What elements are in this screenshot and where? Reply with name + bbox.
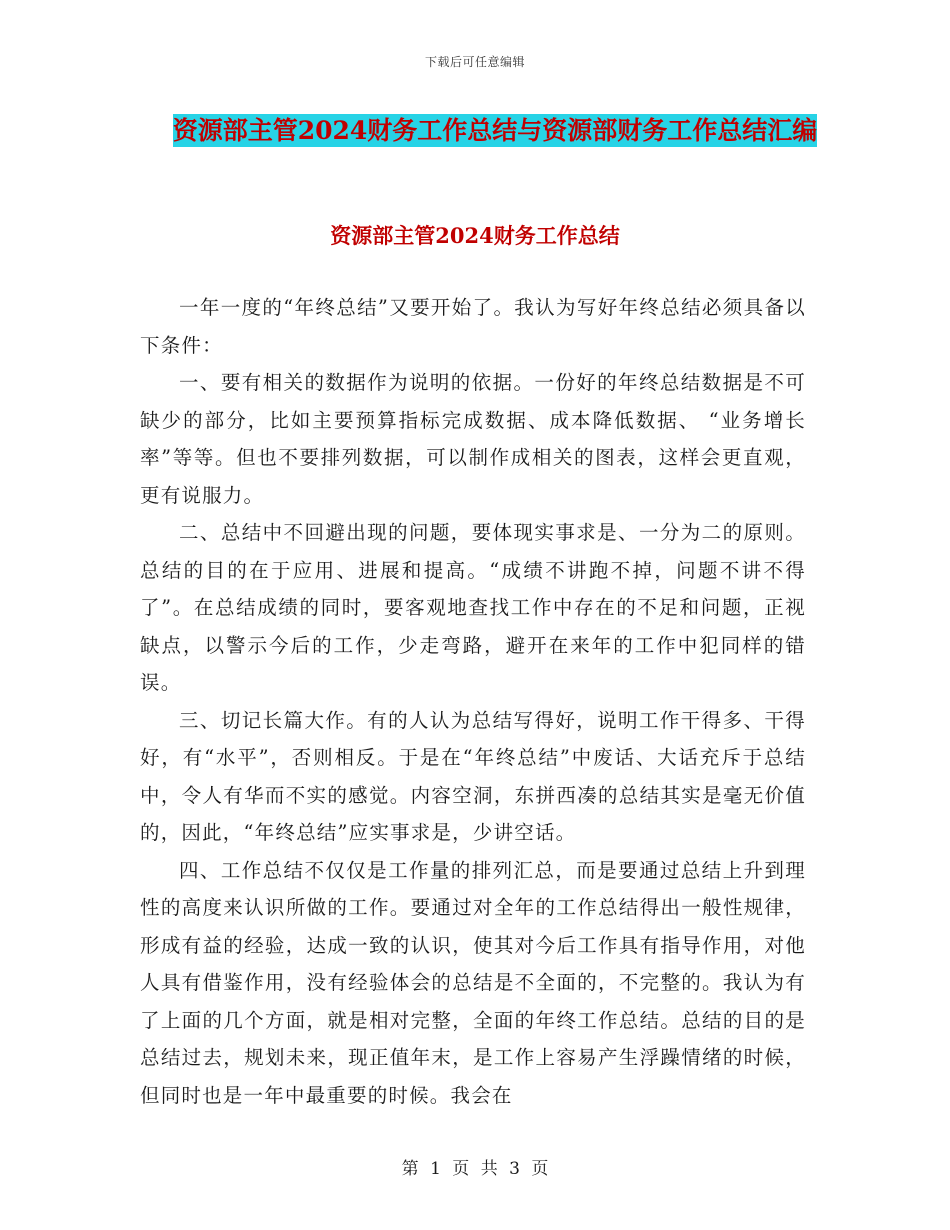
paragraph: 一、要有相关的数据作为说明的依据。一份好的年终总结数据是不可缺少的部分，比如主要预算指标完成数据、成本降低数据、 “业务增长率”等等。但也不要排列数据，可以制作成相关的图表，这样会更直观，更有说服力。 [140,371,806,507]
section-title: 资源部主管2024财务工作总结 [330,223,620,248]
paragraph: 四、工作总结不仅仅是工作量的排列汇总，而是要通过总结上升到理性的高度来认识所做的工作。要通过对全年的工作总结得出一般性规律，形成有益的经验，达成一致的认识，使其对今后工作具有指导作用，对他人具有借鉴作用，没有经验体会的总结是不全面的，不完整的。我认为有了上面的几个方面，就是相对完整，全面的年终工作总结。总结的目的是总结过去，规划未来，现正值年末，是工作上容易产生浮躁情绪的时候，但同时也是一年中最重要的时候。我会在 [140,858,806,1107]
document-body [140,289,806,1114]
page-number-footer: 第 1 页 共 3 页 [401,1159,549,1179]
document-title [140,108,850,154]
document-title-text: 资源部主管2024财务工作总结与资源部财务工作总结汇编 [172,116,818,145]
paragraph: 三、切记长篇大作。有的人认为总结写得好，说明工作干得多、干得好，有“水平”，否则相反。于是在“年终总结”中废话、大话充斥于总结中，令人有华而不实的感觉。内容空洞，东拼西凑的总结其实是毫无价值的，因此，“年终总结”应实事求是，少讲空话。 [140,708,806,844]
paragraph: 一年一度的“年终总结”又要开始了。我认为写好年终总结必须具备以下条件： [140,296,806,357]
page-header-note: 下载后可任意编辑 [424,55,525,69]
paragraph: 二、总结中不回避出现的问题，要体现实事求是、一分为二的原则。总结的目的在于应用、进展和提高。“成绩不讲跑不掉，问题不讲不得了”。在总结成绩的同时，要客观地查找工作中存在的不足和问题，正视缺点，以警示今后的工作，少走弯路，避开在来年的工作中犯同样的错误。 [140,521,806,694]
